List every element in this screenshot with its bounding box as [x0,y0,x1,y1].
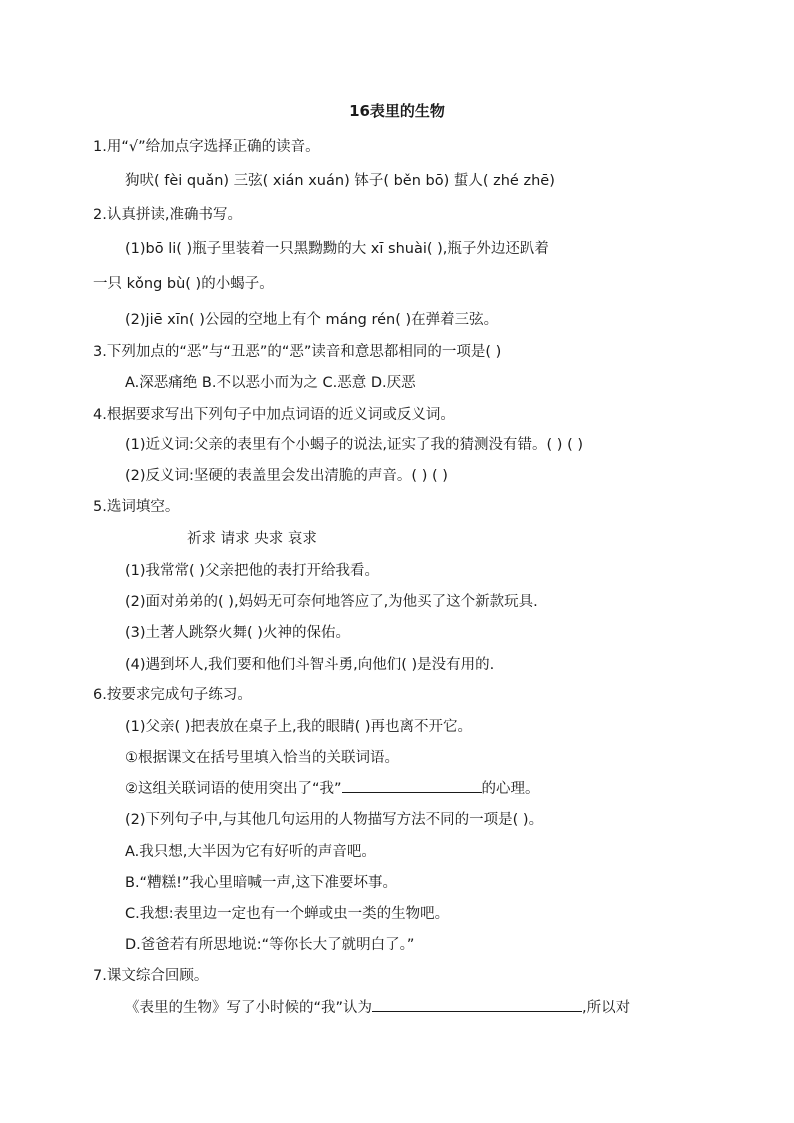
q2-stem: 2.认真拼读,准确书写。 [93,207,242,223]
q1-stem: 1.用“√”给加点字选择正确的读音。 [93,139,320,155]
q4-stem: 4.根据要求写出下列句子中加点词语的近义词或反义词。 [93,407,455,423]
q3-stem: 3.下列加点的“恶”与“丑恶”的“恶”读音和意思都相同的一项是( ) [93,344,502,360]
q4-line-2: (2)反义词:坚硬的表盖里会发出清脆的声音。( ) ( ) [125,468,448,484]
q7-line-1-end: ,所以对 [582,1000,631,1016]
q6-line-3-end: 的心理。 [481,781,540,797]
answer-blank[interactable] [372,997,582,1012]
q4-line-1: (1)近义词:父亲的表里有个小蝎子的说法,证实了我的猜测没有错。( ) ( ) [125,437,583,453]
q7-line-1 [125,997,630,1019]
q6-stem: 6.按要求完成句子练习。 [93,687,252,703]
q6-line-3 [125,778,540,800]
q6-line-2: ①根据课文在括号里填入恰当的关联词语。 [125,750,399,766]
q5-line-3: (3)土著人跳祭火舞( )火神的保佑。 [125,625,350,641]
q7-line-1-start: 《表里的生物》写了小时候的“我”认为 [125,1000,373,1016]
q2-line-3: (2)jiē xīn( )公园的空地上有个 máng rén( )在弹着三弦。 [125,312,499,328]
q6-option-c: C.我想:表里边一定也有一个蝉或虫一类的生物吧。 [125,906,450,922]
q6-option-d: D.爸爸若有所思地说:“等你长大了就明白了。” [125,937,415,953]
page-title: 16表里的生物 [349,102,445,120]
q5-line-1: (1)我常常( )父亲把他的表打开给我看。 [125,563,379,579]
q6-line-1: (1)父亲( )把表放在桌子上,我的眼睛( )再也离不开它。 [125,719,472,735]
q1-items: 狗吠( fèi quǎn) 三弦( xián xuán) 钵子( běn bō) 蜇人( zhé zhē) [125,173,555,189]
q6-line-4: (2)下列句子中,与其他几句运用的人物描写方法不同的一项是( )。 [125,812,544,828]
q2-line-2: 一只 kǒng bù( )的小蝎子。 [93,276,274,292]
q6-option-b: B.“糟糕!”我心里暗喊一声,这下准要坏事。 [125,875,398,891]
q5-stem: 5.选词填空。 [93,499,180,515]
q6-option-a: A.我只想,大半因为它有好听的声音吧。 [125,844,376,860]
q6-line-3-start: ②这组关联词语的使用突出了“我” [125,781,342,797]
q3-options: A.深恶痛绝 B.不以恶小而为之 C.恶意 D.厌恶 [125,375,416,391]
q5-line-4: (4)遇到坏人,我们要和他们斗智斗勇,向他们( )是没有用的. [125,657,495,673]
q2-line-1: (1)bō li( )瓶子里装着一只黑黝黝的大 xī shuài( ),瓶子外边还趴着 [125,241,549,257]
q7-stem: 7.课文综合回顾。 [93,968,209,984]
answer-blank[interactable] [342,778,482,793]
q5-line-2: (2)面对弟弟的( ),妈妈无可奈何地答应了,为他买了这个新款玩具. [125,594,538,610]
q5-word-bank: 祈求 请求 央求 哀求 [187,531,317,547]
